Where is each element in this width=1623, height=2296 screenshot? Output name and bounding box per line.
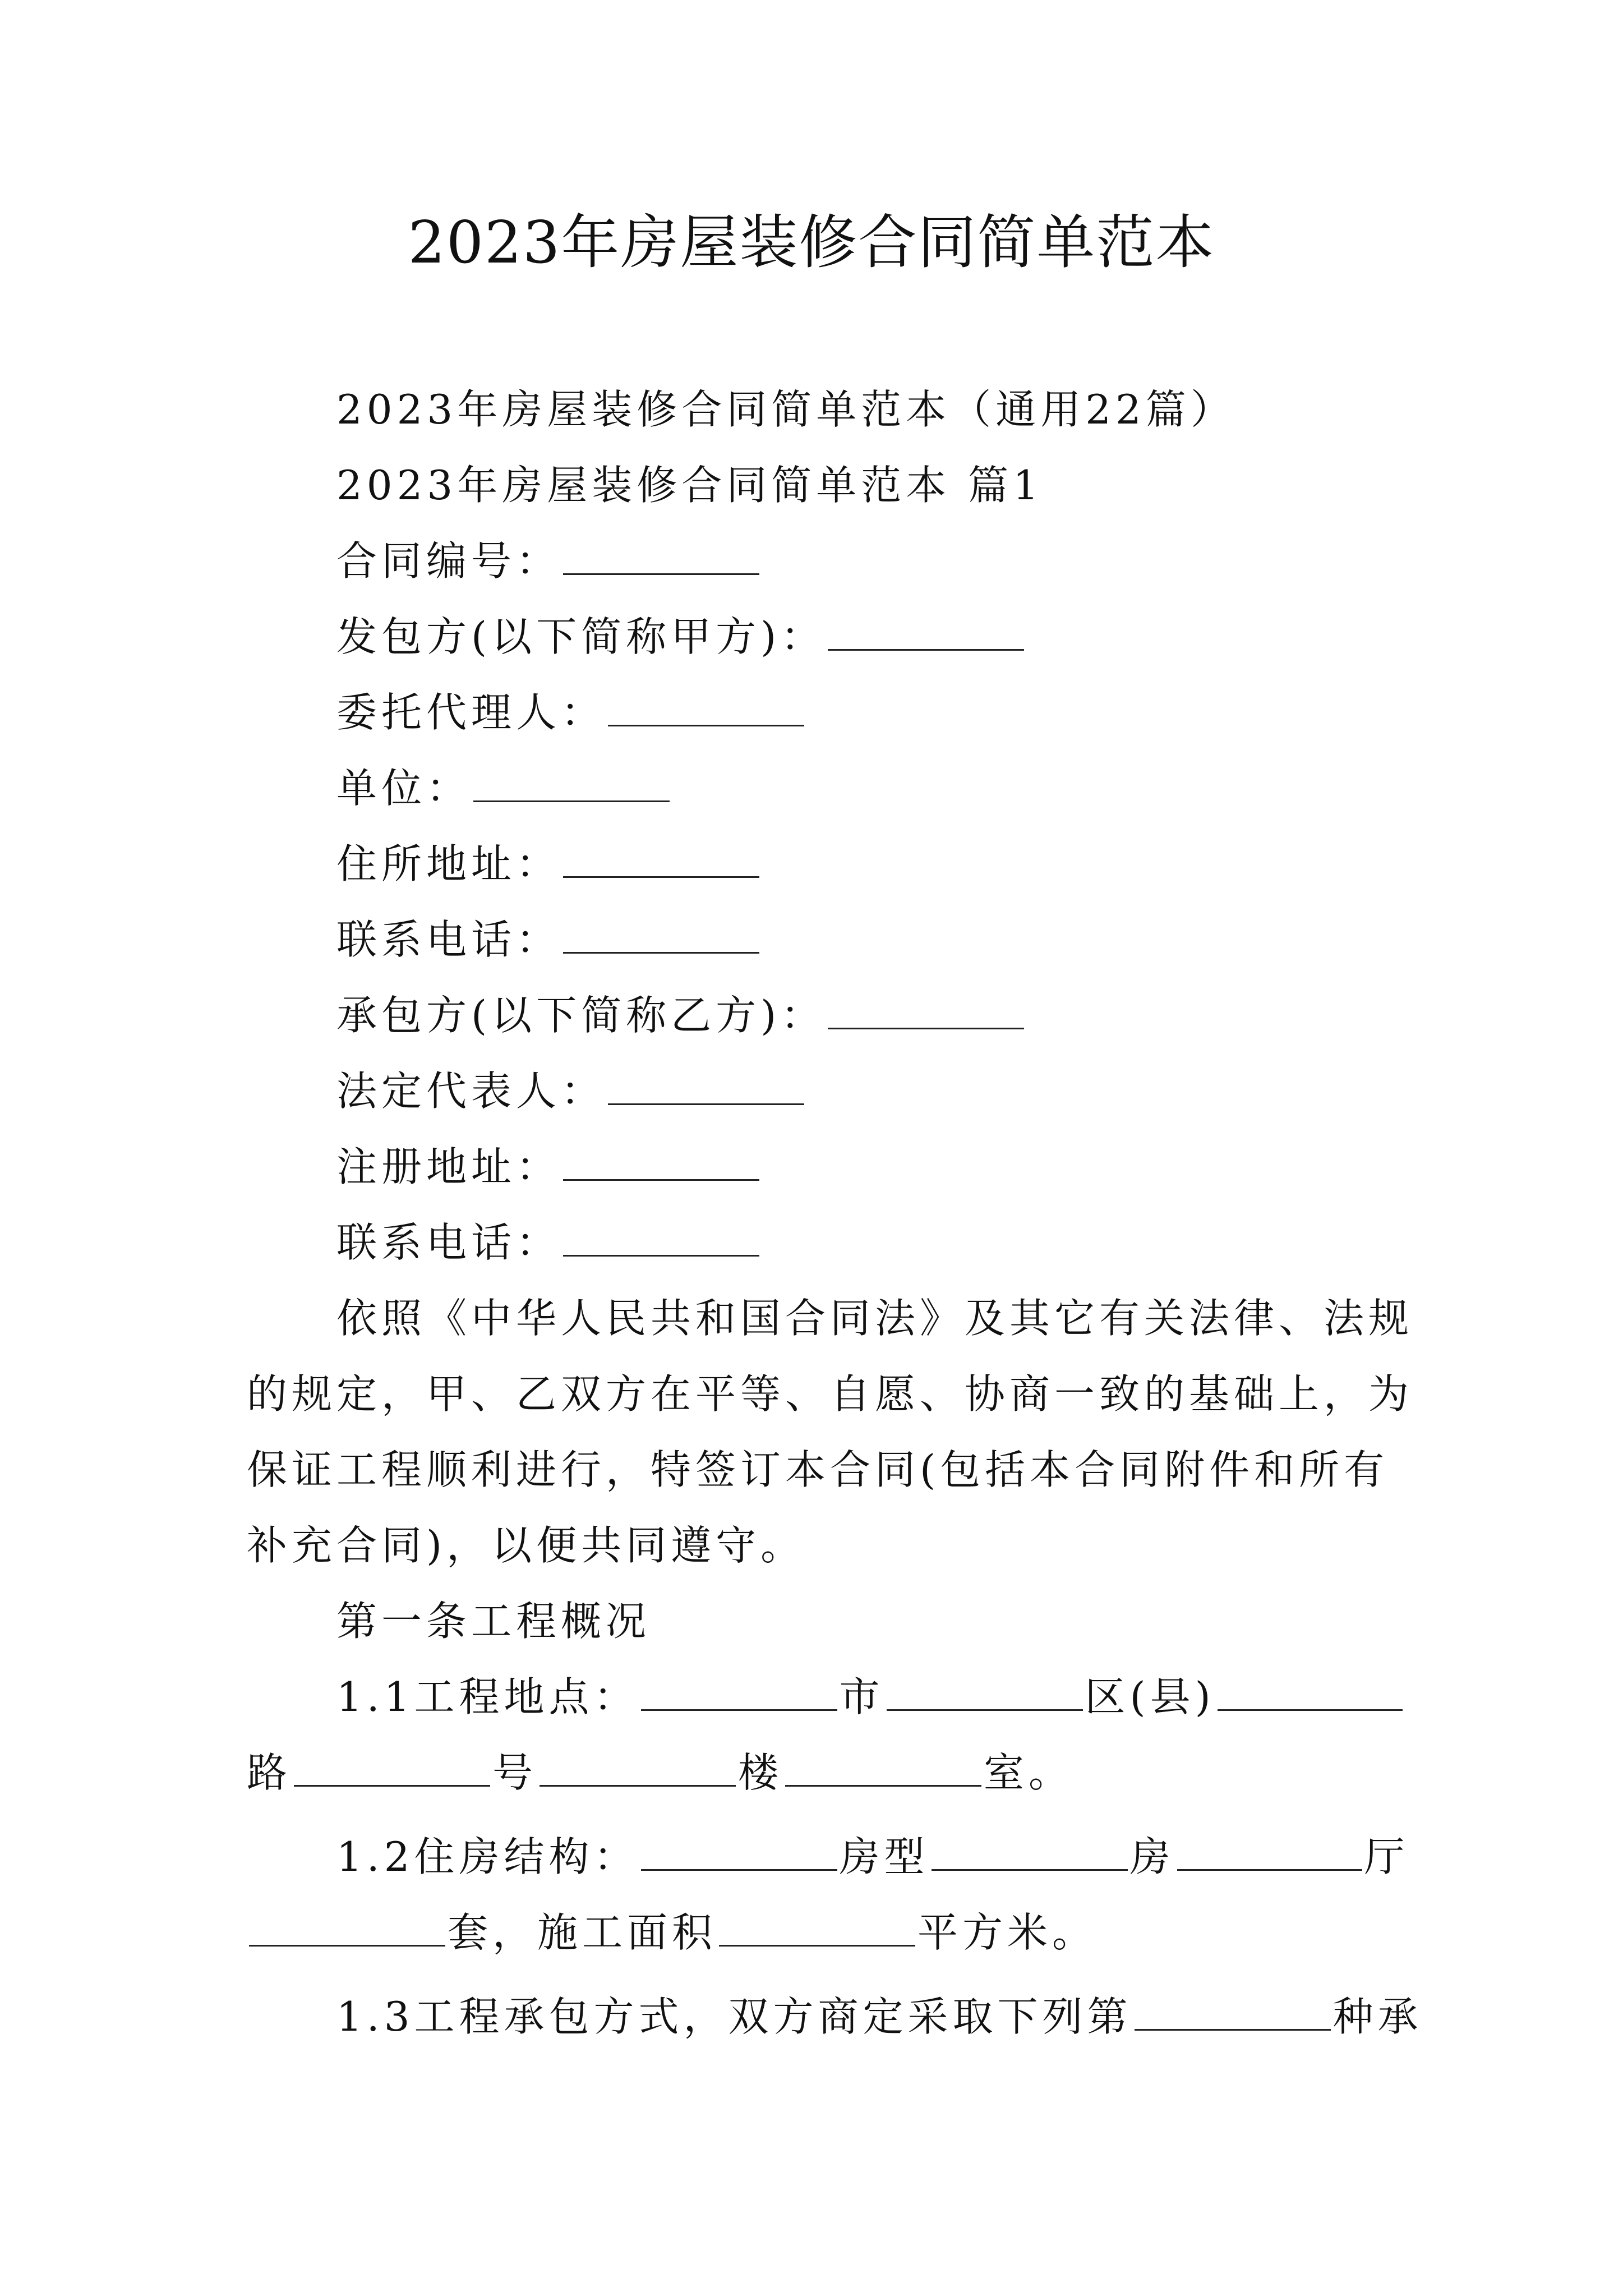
preamble-line: 的规定，甲、乙双方在平等、自愿、协商一致的基础上，为: [247, 1370, 1414, 1418]
article-heading: 第一条工程概况: [336, 1598, 651, 1645]
field-reg-address: [336, 1139, 762, 1195]
blank-line: [1177, 1835, 1362, 1871]
blank-line: [1135, 1995, 1331, 2031]
room-label: 室。: [984, 1749, 1074, 1796]
area-unit-label: 平方米。: [917, 1909, 1098, 1956]
preamble-line: 保证工程顺利进行，特签订本合同(包括本合同附件和所有: [247, 1446, 1389, 1493]
item-label: 1.3工程承包方式，双方商定采取下列第: [336, 1993, 1132, 2040]
building-label: 楼: [738, 1749, 783, 1796]
item-1-2-line-1: [336, 1829, 1409, 1885]
section-heading: 2023年房屋装修合同简单范本 篇1: [336, 462, 1043, 509]
blank-line: [1218, 1676, 1403, 1711]
road-label: 路: [247, 1749, 292, 1796]
blank-line: [932, 1835, 1128, 1871]
blank-line: [608, 691, 804, 726]
blank-line: [828, 994, 1024, 1029]
preamble-line: 依照《中华人民共和国合同法》及其它有关法律、法规: [336, 1295, 1414, 1342]
document-title: 2023年房屋装修合同简单范本: [408, 208, 1215, 277]
hall-label: 厅: [1364, 1833, 1409, 1880]
field-agent: [336, 684, 806, 740]
field-label: 联系电话：: [336, 916, 561, 963]
field-label: 住所地址：: [336, 840, 561, 887]
item-1-1-line-2: [247, 1745, 1073, 1801]
blank-line: [563, 1145, 759, 1181]
item-1-3-line-1: [336, 1989, 1423, 2045]
item-label: 1.1工程地点：: [336, 1673, 639, 1720]
blank-line: [641, 1835, 837, 1871]
subtitle: 2023年房屋装修合同简单范本（通用22篇）: [336, 386, 1235, 433]
blank-line: [294, 1751, 490, 1787]
item-1-2-line-2: [247, 1904, 1097, 1961]
item-label: 1.2住房结构：: [336, 1833, 639, 1880]
blank-line: [887, 1676, 1083, 1711]
item-1-1-line-1: [336, 1669, 1405, 1725]
district-label: 区(县): [1085, 1673, 1215, 1720]
blank-line: [540, 1751, 736, 1787]
blank-line: [563, 1221, 759, 1257]
type-label: 房型: [839, 1833, 929, 1880]
blank-line: [785, 1751, 981, 1787]
field-label: 单位：: [336, 765, 472, 812]
blank-line: [608, 1070, 804, 1105]
field-label: 委托代理人：: [336, 689, 606, 736]
field-phone-b: [336, 1214, 762, 1271]
field-label: 发包方(以下简称甲方)：: [336, 613, 826, 660]
field-contract-no: [336, 533, 762, 589]
blank-line: [641, 1676, 837, 1711]
blank-line: [249, 1911, 445, 1947]
field-legal-rep: [336, 1063, 806, 1119]
blank-line: [828, 615, 1024, 651]
city-label: 市: [839, 1673, 884, 1720]
blank-line: [473, 767, 670, 802]
blank-line: [563, 918, 759, 954]
preamble-line: 补充合同)，以便共同遵守。: [247, 1522, 806, 1569]
item-tail: 种承: [1332, 1993, 1423, 2040]
field-label: 联系电话：: [336, 1219, 561, 1266]
field-label: 注册地址：: [336, 1143, 561, 1190]
field-unit: [336, 760, 672, 816]
number-label: 号: [492, 1749, 538, 1796]
field-party-a: [336, 609, 1026, 665]
blank-line: [719, 1911, 915, 1947]
field-address: [336, 836, 762, 892]
field-label: 合同编号：: [336, 537, 561, 585]
blank-line: [563, 843, 759, 878]
field-label: 法定代表人：: [336, 1068, 606, 1115]
field-phone-a: [336, 912, 762, 968]
room-label: 房: [1129, 1833, 1175, 1880]
blank-line: [563, 540, 759, 575]
set-label: 套，施工面积: [448, 1909, 717, 1956]
field-party-b: [336, 987, 1026, 1043]
field-label: 承包方(以下简称乙方)：: [336, 992, 826, 1039]
